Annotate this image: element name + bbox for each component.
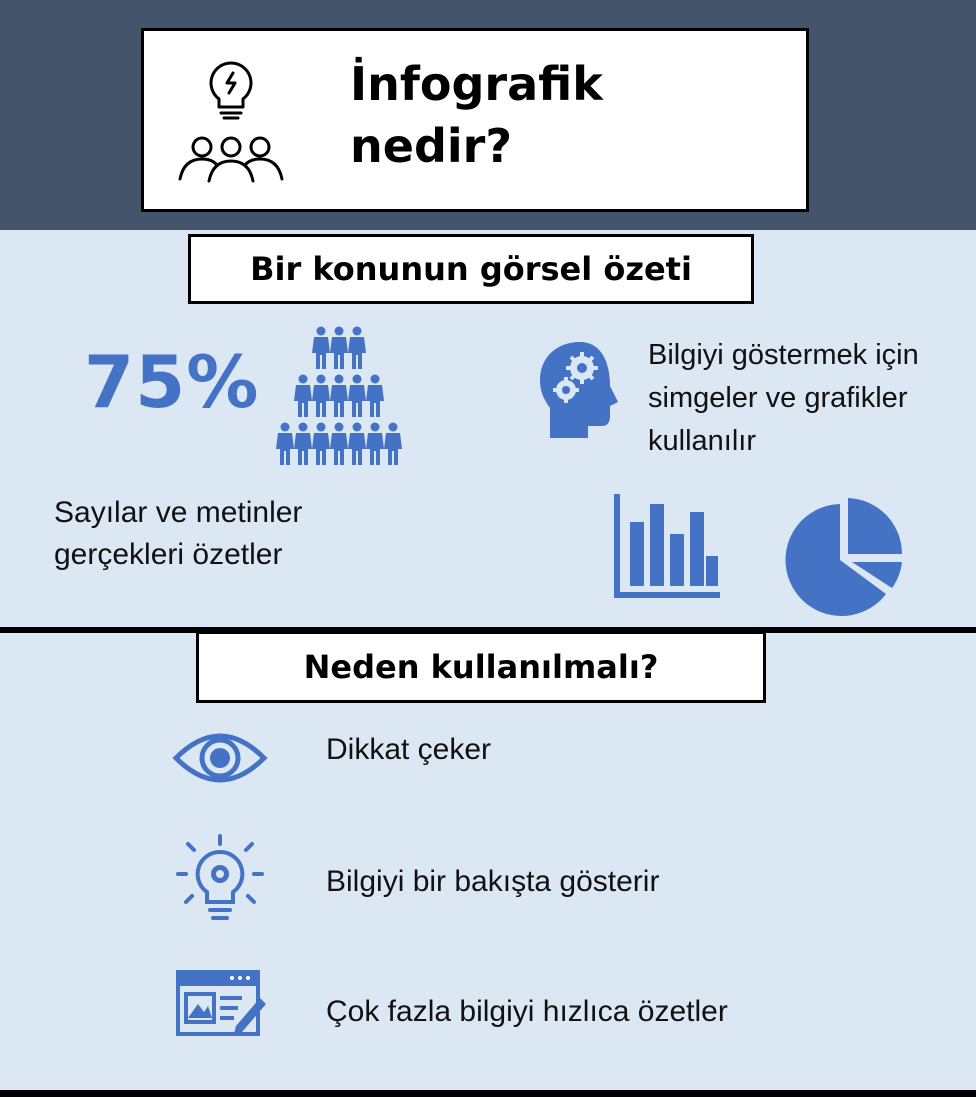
person-figure [276, 423, 294, 466]
person-figure [294, 375, 312, 418]
person-figure [330, 423, 348, 466]
title-line-1: İnfografik [350, 57, 603, 111]
title-line-2: nedir? [350, 119, 513, 173]
person-figure [330, 375, 348, 418]
person-figure [348, 327, 366, 370]
bottom-divider [0, 1090, 976, 1097]
lightbulb-gear-icon [172, 834, 268, 930]
reason-3: Çok fazla bilgiyi hızlıca özetler [326, 995, 728, 1028]
stat-value: 75% [84, 340, 260, 424]
browser-edit-icon [172, 960, 268, 1056]
person-figure [384, 423, 402, 466]
head-gears-icon [536, 340, 620, 440]
person-figure [348, 423, 366, 466]
person-figure [366, 423, 384, 466]
person-figure [348, 375, 366, 418]
idea-team-icon [166, 55, 296, 185]
reason-2: Bilgiyi bir bakışta gösterir [326, 865, 660, 898]
people-pyramid-icon [272, 324, 406, 472]
stat-description: Sayılar ve metinler gerçekleri özetler [54, 496, 303, 571]
reason-1: Dikkat çeker [326, 733, 492, 766]
person-figure [312, 423, 330, 466]
bar-chart-icon [610, 494, 722, 600]
visuals-description: Bilgiyi göstermek için simgeler ve grafikler kullanılır [648, 339, 919, 457]
why-heading: Neden kullanılmalı? [196, 631, 766, 703]
summary-heading: Bir konunun görsel özeti [188, 234, 754, 304]
page-title [350, 53, 603, 177]
pie-chart-icon [782, 496, 904, 618]
eye-icon [172, 710, 268, 806]
title-card [141, 28, 809, 212]
person-figure [294, 423, 312, 466]
person-figure [312, 327, 330, 370]
person-figure [366, 375, 384, 418]
person-figure [330, 327, 348, 370]
person-figure [312, 375, 330, 418]
